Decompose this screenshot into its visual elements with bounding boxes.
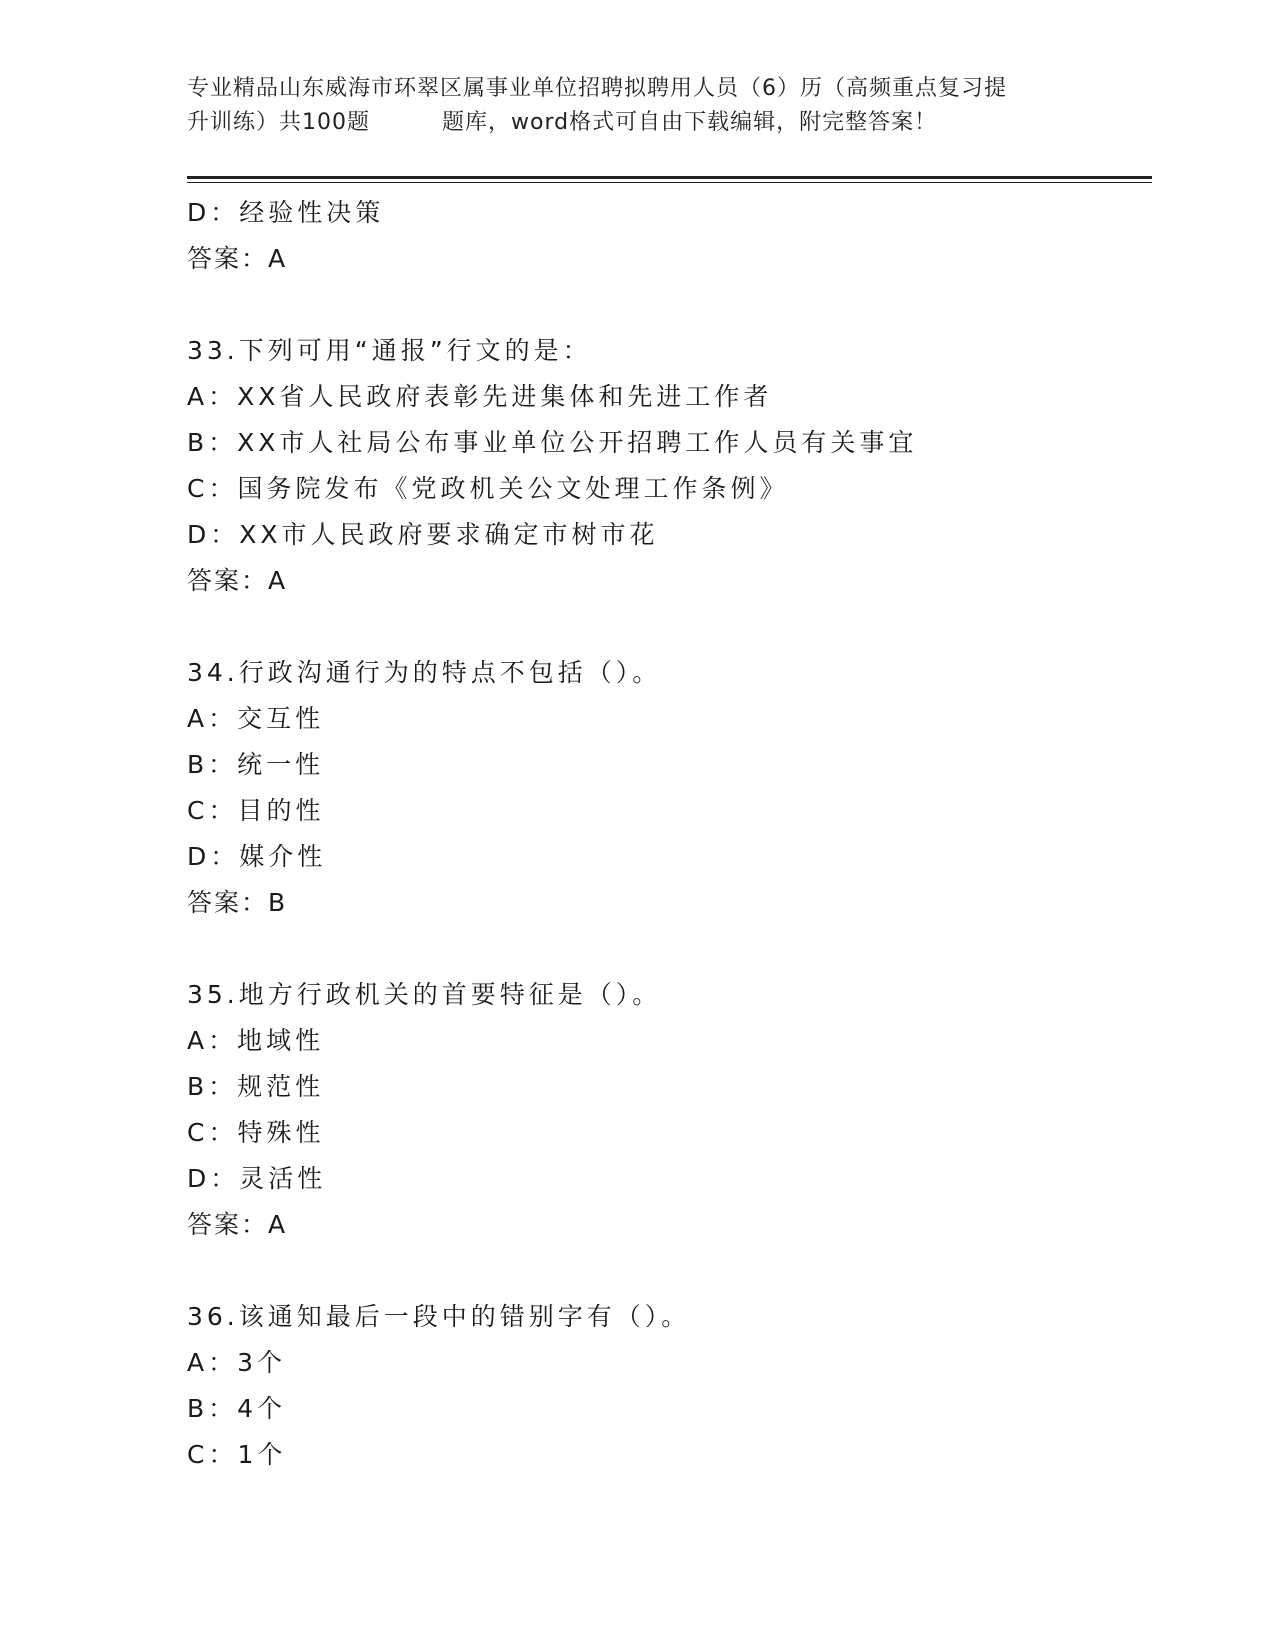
question-36-option-c: C：1个 <box>187 1440 287 1469</box>
question-34-option-b: B：统一性 <box>187 750 325 779</box>
question-35-option-d: D：灵活性 <box>187 1164 327 1193</box>
question-33-option-b: B：XX市人社局公布事业单位公开招聘工作人员有关事宜 <box>187 428 918 457</box>
question-35-stem: 35.地方行政机关的首要特征是（）。 <box>187 980 662 1009</box>
page-header <box>187 72 1087 140</box>
question-34-option-d: D：媒介性 <box>187 842 327 871</box>
question-33-option-c: C：国务院发布《党政机关公文处理工作条例》 <box>187 474 789 503</box>
question-list <box>187 190 1147 1478</box>
question-33-option-a: A：XX省人民政府表彰先进集体和先进工作者 <box>187 382 773 411</box>
header-divider-thin <box>187 182 1152 183</box>
header-title-line-1: 专业精品山东威海市环翠区属事业单位招聘拟聘用人员（6）历（高频重点复习提 <box>187 76 1007 101</box>
question-34-option-c: C：目的性 <box>187 796 325 825</box>
spacer <box>187 604 1147 650</box>
carry-over-option-d: D：经验性决策 <box>187 198 385 227</box>
question-35-answer: 答案：A <box>187 1210 288 1239</box>
question-33-option-d: D：XX市人民政府要求确定市树市花 <box>187 520 659 549</box>
header-title-line-2 <box>187 106 1087 140</box>
question-36-stem: 36.该通知最后一段中的错别字有（）。 <box>187 1302 691 1331</box>
question-35-option-c: C：特殊性 <box>187 1118 325 1147</box>
spacer <box>187 282 1147 328</box>
spacer <box>187 926 1147 972</box>
question-35-option-b: B：规范性 <box>187 1072 325 1101</box>
header-divider-thick <box>187 176 1152 179</box>
carry-over-answer: 答案：A <box>187 244 288 273</box>
question-34-option-a: A：交互性 <box>187 704 325 733</box>
question-36-option-b: B：4个 <box>187 1394 287 1423</box>
spacer <box>187 1248 1147 1294</box>
question-33-answer: 答案：A <box>187 566 288 595</box>
question-34-answer: 答案：B <box>187 888 288 917</box>
question-34-stem: 34.行政沟通行为的特点不包括（）。 <box>187 658 662 687</box>
question-35-option-a: A：地域性 <box>187 1026 325 1055</box>
question-33-stem: 33.下列可用“通报”行文的是： <box>187 336 592 365</box>
header-title-line-2-part-2: 题库，word格式可自由下载编辑，附完整答案！ <box>442 110 938 135</box>
question-36-option-a: A：3个 <box>187 1348 287 1377</box>
header-title-line-2-part-1: 升训练）共100题 <box>187 110 370 135</box>
